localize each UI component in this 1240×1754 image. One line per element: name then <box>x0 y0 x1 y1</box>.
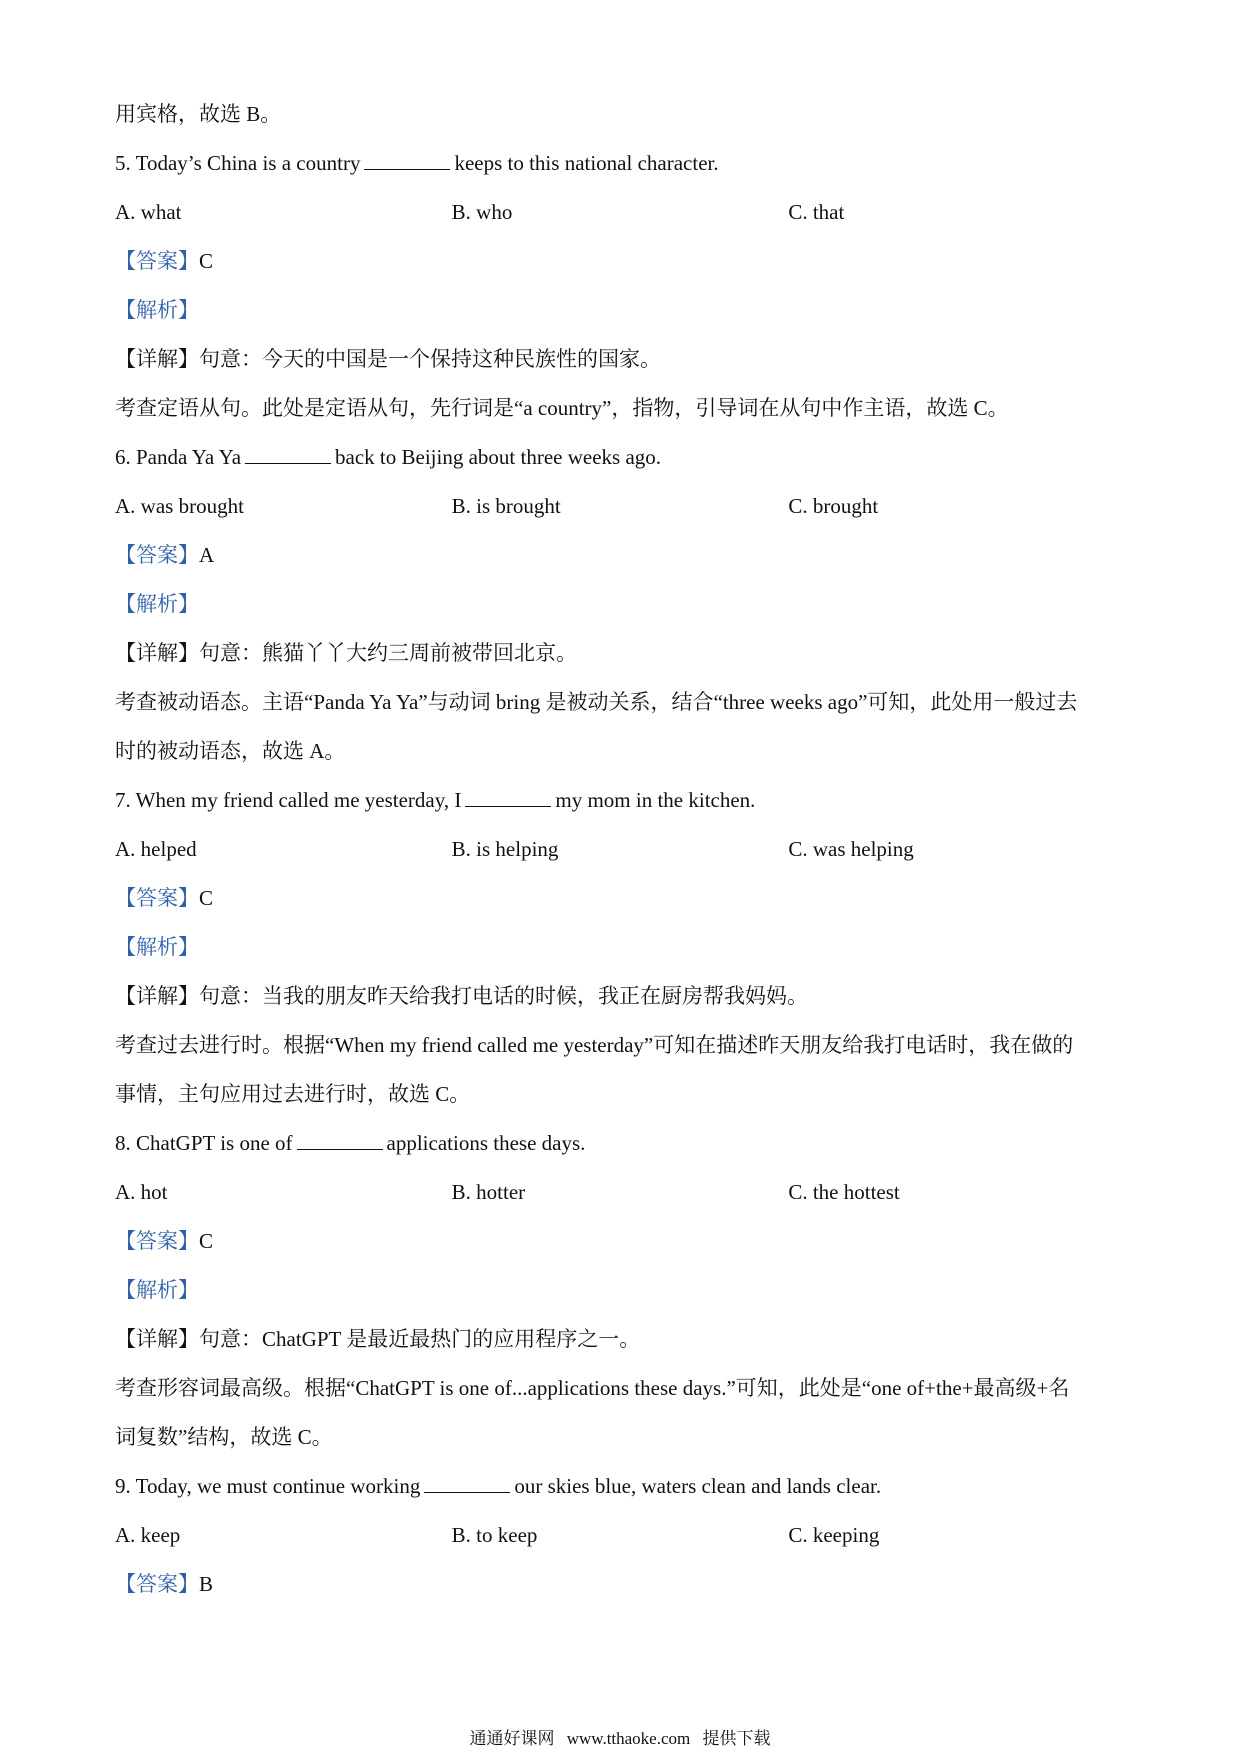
option-b: B. is helping <box>451 837 559 861</box>
document-page <box>115 90 1125 1609</box>
option-c: C. brought <box>788 494 879 518</box>
explanation-7a: 考查过去进行时。根据“When my friend called me yesterday”可知在描述昨天朋友给我打电话时，我在做的 <box>115 1033 1074 1057</box>
question-stem: 5. Today’s China is a country <box>115 151 361 175</box>
analysis-6 <box>115 580 1125 629</box>
explanation-8a: 考查形容词最高级。根据“ChatGPT is one of...applications these days.”可知，此处是“one of+the+最高级+名 <box>115 1376 1070 1400</box>
answer-label: 【答案】 <box>115 249 199 273</box>
analysis-label: 【解析】 <box>115 298 199 322</box>
detail-5 <box>115 335 1125 384</box>
detail-label: 【详解】 <box>115 984 199 1008</box>
explanation-5: 考查定语从句。此处是定语从句，先行词是“a country”，指物，引导词在从句中作主语，故选 C。 <box>115 396 1009 420</box>
option-b: B. who <box>451 200 513 224</box>
analysis-label: 【解析】 <box>115 592 199 616</box>
option-a: A. what <box>115 200 182 224</box>
detail-text: 句意：今天的中国是一个保持这种民族性的国家。 <box>199 347 661 371</box>
options-7 <box>115 825 1125 874</box>
option-b: B. to keep <box>451 1523 538 1547</box>
question-stem-rest: keeps to this national character. <box>454 151 719 175</box>
footer-url[interactable]: www.tthaoke.com <box>566 1729 691 1748</box>
option-a: A. keep <box>115 1523 181 1547</box>
option-a: A. helped <box>115 837 197 861</box>
question-stem: 6. Panda Ya Ya <box>115 445 242 469</box>
options-8 <box>115 1168 1125 1217</box>
answer-blank <box>297 1129 383 1150</box>
detail-text: 句意：熊猫丫丫大约三周前被带回北京。 <box>199 641 577 665</box>
detail-label: 【详解】 <box>115 347 199 371</box>
footer-note: 提供下载 <box>702 1729 771 1748</box>
answer-label: 【答案】 <box>115 886 199 910</box>
answer-blank <box>424 1472 510 1493</box>
answer-label: 【答案】 <box>115 1229 199 1253</box>
option-c: C. that <box>788 200 845 224</box>
options-6 <box>115 482 1125 531</box>
explanation-8b: 词复数”结构，故选 C。 <box>115 1425 333 1449</box>
option-c: C. keeping <box>788 1523 880 1547</box>
detail-8 <box>115 1315 1125 1364</box>
detail-label: 【详解】 <box>115 641 199 665</box>
answer-blank <box>245 443 331 464</box>
analysis-8 <box>115 1266 1125 1315</box>
explanation-6a: 考查被动语态。主语“Panda Ya Ya”与动词 bring 是被动关系，结合“three weeks ago”可知，此处用一般过去 <box>115 690 1078 714</box>
page-footer <box>0 1728 1240 1750</box>
explanation-6b: 时的被动语态，故选 A。 <box>115 739 346 763</box>
answer-blank <box>364 149 450 170</box>
question-stem: 9. Today, we must continue working <box>115 1474 421 1498</box>
question-stem-rest: my mom in the kitchen. <box>555 788 756 812</box>
detail-6 <box>115 629 1125 678</box>
analysis-label: 【解析】 <box>115 935 199 959</box>
answer-value: C <box>199 1229 214 1253</box>
detail-text: 句意：ChatGPT 是最近最热门的应用程序之一。 <box>199 1327 641 1351</box>
answer-value: C <box>199 886 214 910</box>
option-b: B. hotter <box>451 1180 526 1204</box>
options-9 <box>115 1511 1125 1560</box>
detail-text: 句意：当我的朋友昨天给我打电话的时候，我正在厨房帮我妈妈。 <box>199 984 808 1008</box>
text-line: 用宾格，故选 B。 <box>115 102 282 126</box>
question-5 <box>115 139 1125 188</box>
answer-label: 【答案】 <box>115 1572 199 1596</box>
answer-7 <box>115 874 1125 923</box>
analysis-5 <box>115 286 1125 335</box>
question-stem-rest: applications these days. <box>386 1131 586 1155</box>
option-a: A. was brought <box>115 494 244 518</box>
options-5 <box>115 188 1125 237</box>
option-a: A. hot <box>115 1180 168 1204</box>
option-c: C. the hottest <box>788 1180 900 1204</box>
answer-5 <box>115 237 1125 286</box>
answer-8 <box>115 1217 1125 1266</box>
question-stem-rest: back to Beijing about three weeks ago. <box>335 445 662 469</box>
question-stem: 8. ChatGPT is one of <box>115 1131 293 1155</box>
answer-value: C <box>199 249 214 273</box>
explanation-7b: 事情，主句应用过去进行时，故选 C。 <box>115 1082 471 1106</box>
answer-6 <box>115 531 1125 580</box>
analysis-label: 【解析】 <box>115 1278 199 1302</box>
option-b: B. is brought <box>451 494 561 518</box>
question-6 <box>115 433 1125 482</box>
question-9 <box>115 1462 1125 1511</box>
option-c: C. was helping <box>788 837 914 861</box>
question-8 <box>115 1119 1125 1168</box>
question-stem-rest: our skies blue, waters clean and lands clear. <box>514 1474 882 1498</box>
footer-site: 通通好课网 <box>469 1729 555 1748</box>
analysis-7 <box>115 923 1125 972</box>
answer-label: 【答案】 <box>115 543 199 567</box>
answer-value: A <box>199 543 215 567</box>
answer-9 <box>115 1560 1125 1609</box>
detail-7 <box>115 972 1125 1021</box>
question-7 <box>115 776 1125 825</box>
question-stem: 7. When my friend called me yesterday, I <box>115 788 462 812</box>
detail-label: 【详解】 <box>115 1327 199 1351</box>
answer-blank <box>465 786 551 807</box>
answer-value: B <box>199 1572 214 1596</box>
